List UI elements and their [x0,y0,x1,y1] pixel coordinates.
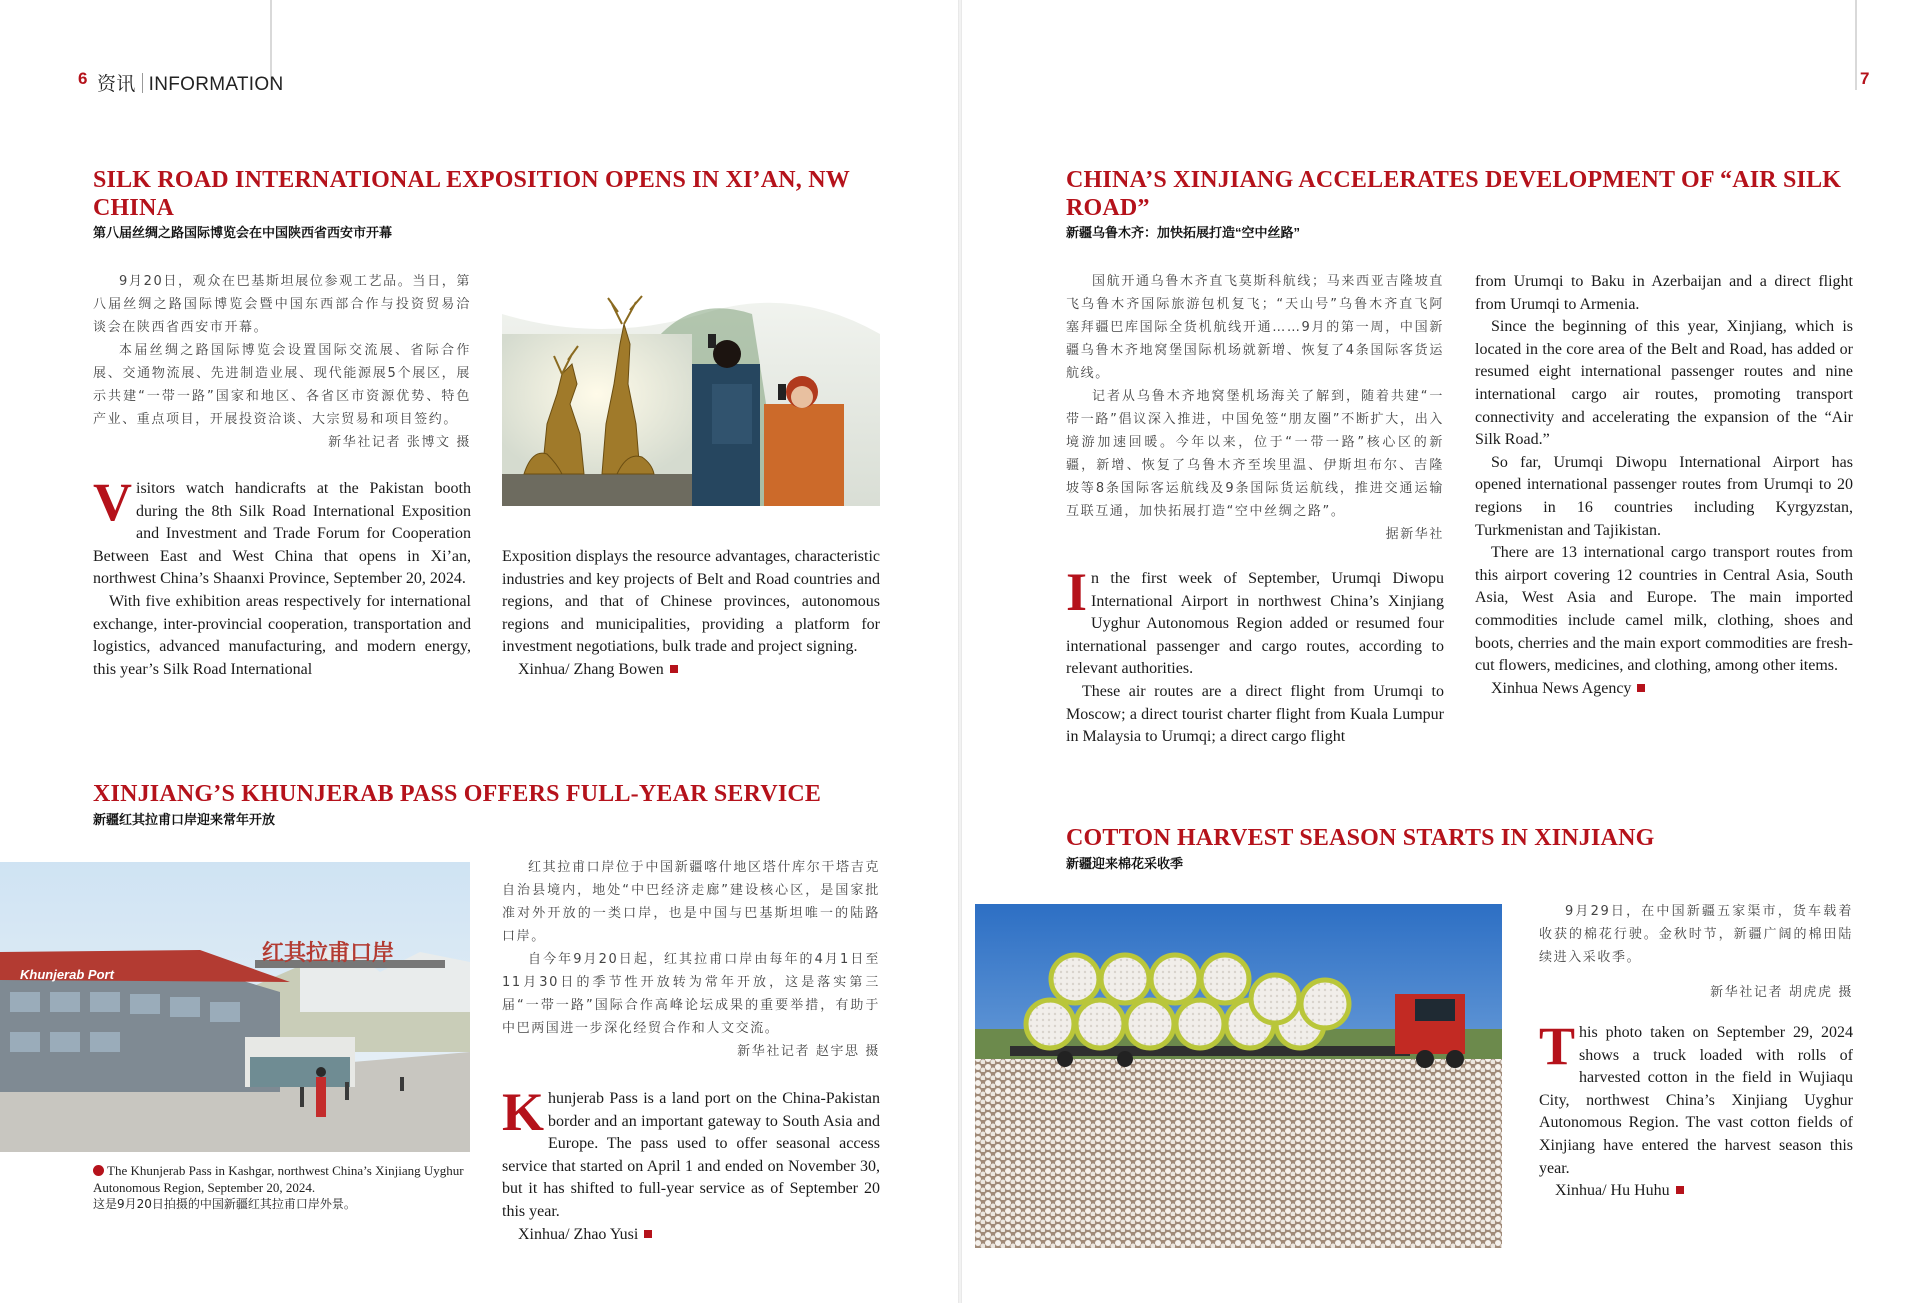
article3-en-paragraph [1066,562,1444,681]
article2-title: XINJIANG’S KHUNJERAB PASS OFFERS FULL-YEAR SERVICE [93,781,822,807]
article1-byline-text: Xinhua/ Zhang Bowen [518,660,664,678]
article2-cn-paragraph: 红其拉甫口岸位于中国新疆喀什地区塔什库尔干塔吉克自治县境内，地处“中巴经济走廊”建设核心区，是国家批准对外开放的一类口岸，也是中国与巴基斯坦唯一的陆路口岸。 [502,860,880,944]
article1-cn-paragraph: 9月20日，观众在巴基斯坦展位参观工艺品。当日，第八届丝绸之路国际博览会暨中国东西部合作与投资贸易洽谈会在陕西省西安市开幕。 [93,274,471,335]
port-sign-cn: 红其拉甫口岸 [262,941,395,966]
article1-subtitle: 第八届丝绸之路国际博览会在中国陕西省西安市开幕 [93,225,393,240]
article1-drop-cap: V [93,472,132,532]
cotton-harvest-photo-illustration [975,904,1502,1248]
right-page-number: 7 [1860,69,1870,88]
article3-en-paragraph: So far, Urumqi Diwopu International Airport has opened international passenger routes from Urumqi to 20 regions in 16 countries including Kyrgyzstan, Turkmenistan and Tajikistan. [1475,453,1853,539]
article4-cn-credit: 新华社记者 胡虎虎 摄 [1710,985,1853,1000]
article4-en-paragraph-text: his photo taken on September 29, 2024 shows a truck loaded with rolls of harvested cotton in the field in Wujiaqu City, northwest China’s Xinjiang Uyghur Autonomous Region. The vast cotton fields of Xinjiang have entered the harvest season this year. [1539,1024,1853,1177]
article3-title: CHINA’S XINJIANG ACCELERATES DEVELOPMENT OF “AIR SILK ROAD” [1066,167,1842,221]
article3-en-column2 [1475,271,1853,700]
caption-en [93,1162,471,1196]
khunjerab-port-photo-illustration [0,862,470,1152]
article2-en-paragraph [502,1082,880,1224]
article4-subtitle: 新疆迎来棉花采收季 [1066,856,1184,871]
article3-cn-paragraph: 国航开通乌鲁木齐直飞莫斯科航线；马来西亚吉隆坡直飞乌鲁木齐国际旅游包机复飞；“天山号”乌鲁木齐直飞阿塞拜疆巴库国际全货机航线开通……9月的第一周，中国新疆乌鲁木齐地窝堡国际机场就新增、恢复了4条国际客货运航线。 [1066,274,1444,381]
article1-photo [502,274,880,506]
article2-drop-cap: K [502,1082,545,1142]
article2-cn-credit: 新华社记者 赵宇思 摄 [737,1044,880,1059]
article3-en-paragraph-text: n the first week of September, Urumqi Diwopu International Airport in northwest China’s Xinjiang Uyghur Autonomous Region added or resumed four international passenger and cargo routes, according to relevant authorities. [1066,570,1444,678]
left-page-number: 6 [78,69,88,88]
article1-en-paragraph: With five exhibition areas respectively for international exchange, inter-provincial cooperation, transportation and logistics, advanced manufacturing, and modern energy, this year’s Silk Road International [93,592,471,678]
article4-byline [1539,1180,1853,1203]
article2-byline [502,1224,880,1247]
article3-en-column1 [1066,562,1444,749]
article3-byline-text: Xinhua News Agency [1491,679,1632,697]
article3-en-paragraph: There are 13 international cargo transport routes from this airport covering 12 countries in Central Asia, South Asia, West Asia and Europe. The main imported commodities include camel milk, clothing, shoes and boots, cherries and the main export commodities are fresh-cut flowers, medicines, and clothing, among other items. [1475,544,1853,675]
article1-cn-text [93,270,471,454]
article3-byline [1475,678,1853,701]
caption-cn: 这是9月20日拍摄的中国新疆红其拉甫口岸外景。 [93,1197,356,1211]
article3-en-paragraph: These air routes are a direct flight from Urumqi to Moscow; a direct tourist charter flight from Kuala Lumpur in Malaysia to Urumqi; a direct cargo flight [1066,682,1444,746]
section-divider [142,73,143,93]
section-label-en: INFORMATION [148,74,284,95]
article1-byline [502,659,880,682]
article4-en-text [1539,1016,1853,1203]
caption-en-text: The Khunjerab Pass in Kashgar, northwest China’s Xinjiang Uyghur Autonomous Region, September 20, 2024. [93,1163,464,1195]
article2-cn-paragraph: 自今年9月20日起，红其拉甫口岸由每年的4月1日至11月30日的季节性开放转为常年开放，这是落实第三届“一带一路”国际合作高峰论坛成果的重要举措，有助于中巴两国进一步深化经贸合作和人文交流。 [502,952,880,1036]
header-rule-right [1855,0,1857,90]
article3-cn-paragraph: 记者从乌鲁木齐地窝堡机场海关了解到，随着共建“一带一路”倡议深入推进，中国免签“朋友圈”不断扩大，出入境游加速回暖。今年以来，位于“一带一路”核心区的新疆，新增、恢复了乌鲁木齐至埃里温、伊斯坦布尔、吉隆坡等8条国际客运航线及9条国际货运航线，推进交通运输互联互通，加快拓展打造“空中丝绸之路”。 [1066,389,1444,519]
article1-en-paragraph: Exposition displays the resource advantages, characteristic industries and key projects of Belt and Road countries and regions, and that of Chinese provinces, autonomous regions and municipalities, providing a platform for investment negotiations, bulk trade and project signing. [502,548,880,656]
section-label-cn: 资讯 [97,74,136,95]
article1-en-paragraph-text: isitors watch handicrafts at the Pakistan booth during the 8th Silk Road International Exposition and Investment and Trade Forum for Cooperation Between East and West China that opens in Xi’an, northwest China’s Shaanxi Province, September 20, 2024. [93,480,471,588]
article1-en-paragraph [93,472,471,591]
article2-en-paragraph-text: hunjerab Pass is a land port on the China-Pakistan border and an important gateway to South Asia and Europe. The pass used to offer seasonal access service that started on April 1 and ended on November 30, but it has shifted to full-year service as of September 20 this year. [502,1090,880,1220]
article2-en-text [502,1082,880,1246]
article4-photo [975,904,1502,1248]
article3-cn-credit: 据新华社 [1385,527,1444,542]
article2-caption [93,1162,471,1213]
article4-byline-text: Xinhua/ Hu Huhu [1555,1182,1670,1200]
section-label [97,69,284,96]
article4-title: COTTON HARVEST SEASON STARTS IN XINJIANG [1066,825,1655,851]
article2-subtitle: 新疆红其拉甫口岸迎来常年开放 [93,812,276,827]
article3-en-paragraph: from Urumqi to Baku in Azerbaijan and a direct flight from Urumqi to Armenia. [1475,273,1853,313]
article3-cn-text [1066,270,1444,546]
article1-en-column1 [93,472,471,681]
exhibition-photo-illustration [502,274,880,506]
article1-en-column2 [502,546,880,682]
end-mark-icon [644,1230,652,1238]
article4-drop-cap: T [1539,1016,1576,1076]
port-sign-en: Khunjerab Port [20,967,114,982]
camera-icon [93,1165,104,1176]
end-mark-icon [670,665,678,673]
article4-cn-paragraph: 9月29日，在中国新疆五家渠市，货车载着收获的棉花行驶。金秋时节，新疆广阔的棉田陆续进入采收季。 [1539,904,1853,965]
article3-en-paragraph: Since the beginning of this year, Xinjiang, which is located in the core area of the Belt and Road, has added or resumed eight international passenger routes and nine international cargo air routes, promoting transport connectivity and accelerating the expansion of the “Air Silk Road.” [1475,318,1853,449]
article1-cn-credit: 新华社记者 张博文 摄 [328,435,471,450]
end-mark-icon [1676,1186,1684,1194]
end-mark-icon [1637,684,1645,692]
article4-cn-text [1539,900,1853,1004]
article2-cn-text [502,856,880,1063]
article1-title: SILK ROAD INTERNATIONAL EXPOSITION OPENS IN XI’AN, NW CHINA [93,167,850,221]
page-spine [958,0,962,1303]
article1-cn-paragraph: 本届丝绸之路国际博览会设置国际交流展、省际合作展、交通物流展、先进制造业展、现代能源展5个展区，展示共建“一带一路”国家和地区、各省区市资源优势、特色产业、重点项目，开展投资洽谈、大宗贸易和项目签约。 [93,343,471,427]
article4-en-paragraph [1539,1016,1853,1180]
article2-photo [0,862,470,1152]
article2-byline-text: Xinhua/ Zhao Yusi [518,1225,639,1243]
article3-subtitle: 新疆乌鲁木齐：加快拓展打造“空中丝路” [1066,225,1301,240]
article3-drop-cap: I [1066,562,1088,622]
